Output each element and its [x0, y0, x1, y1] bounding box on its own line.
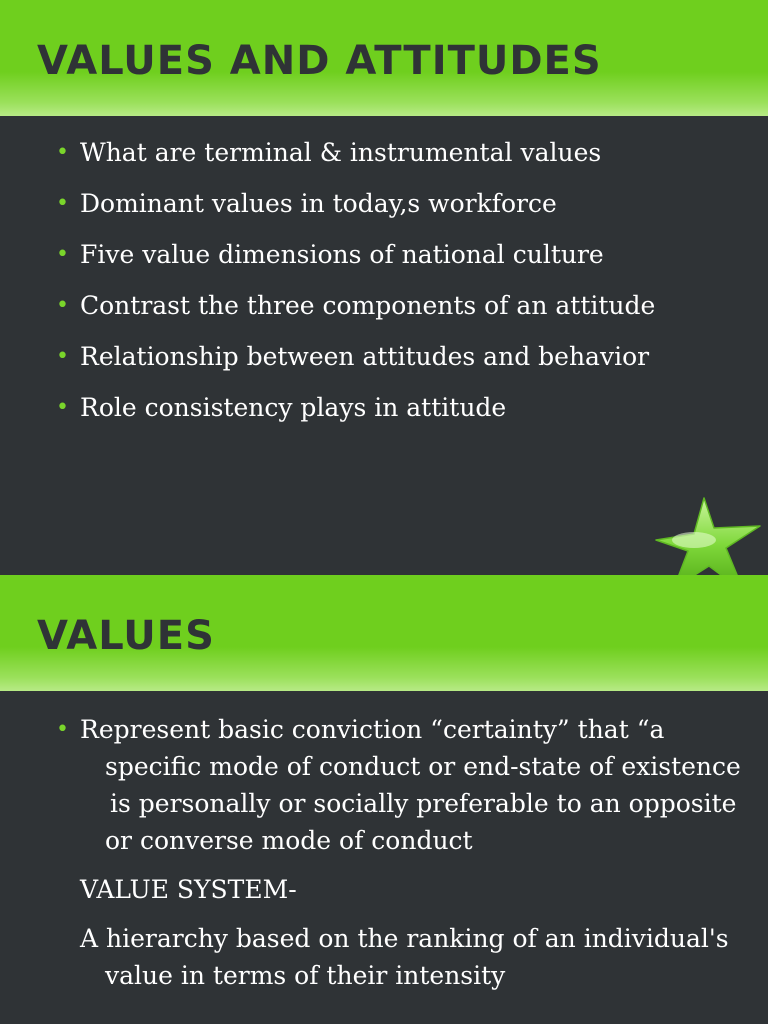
bullet-icon: • — [56, 191, 69, 216]
slide-title: VALUES — [37, 613, 215, 659]
list-item: • Contrast the three components of an attitude — [56, 289, 655, 340]
bullet-icon: • — [56, 242, 69, 267]
bullet-icon: • — [56, 140, 69, 165]
bullet-list — [56, 136, 655, 442]
list-item: • Dominant values in today,s workforce — [56, 187, 655, 238]
list-item: • Relationship between attitudes and behavior — [56, 340, 655, 391]
definition-paragraph: • Represent basic conviction “certainty” that “a specific mode of conduct or end-state of existence is personally or socially preferable to an opposite or converse mode of conduct — [56, 711, 746, 859]
value-system-heading: VALUE SYSTEM- — [80, 875, 297, 904]
star-icon — [654, 496, 764, 575]
list-item: • Role consistency plays in attitude — [56, 391, 655, 442]
bullet-icon: • — [56, 395, 69, 420]
bullet-icon: • — [56, 293, 69, 318]
slide-title: VALUES AND ATTITUDES — [37, 38, 602, 84]
slide-body — [56, 711, 746, 994]
value-system-definition: A hierarchy based on the ranking of an individual's value in terms of their intensity — [80, 924, 729, 990]
bullet-icon: • — [56, 717, 69, 742]
bullet-icon: • — [56, 344, 69, 369]
slide-values — [0, 575, 768, 1024]
list-item: • What are terminal & instrumental values — [56, 136, 655, 187]
list-item: • Five value dimensions of national culture — [56, 238, 655, 289]
